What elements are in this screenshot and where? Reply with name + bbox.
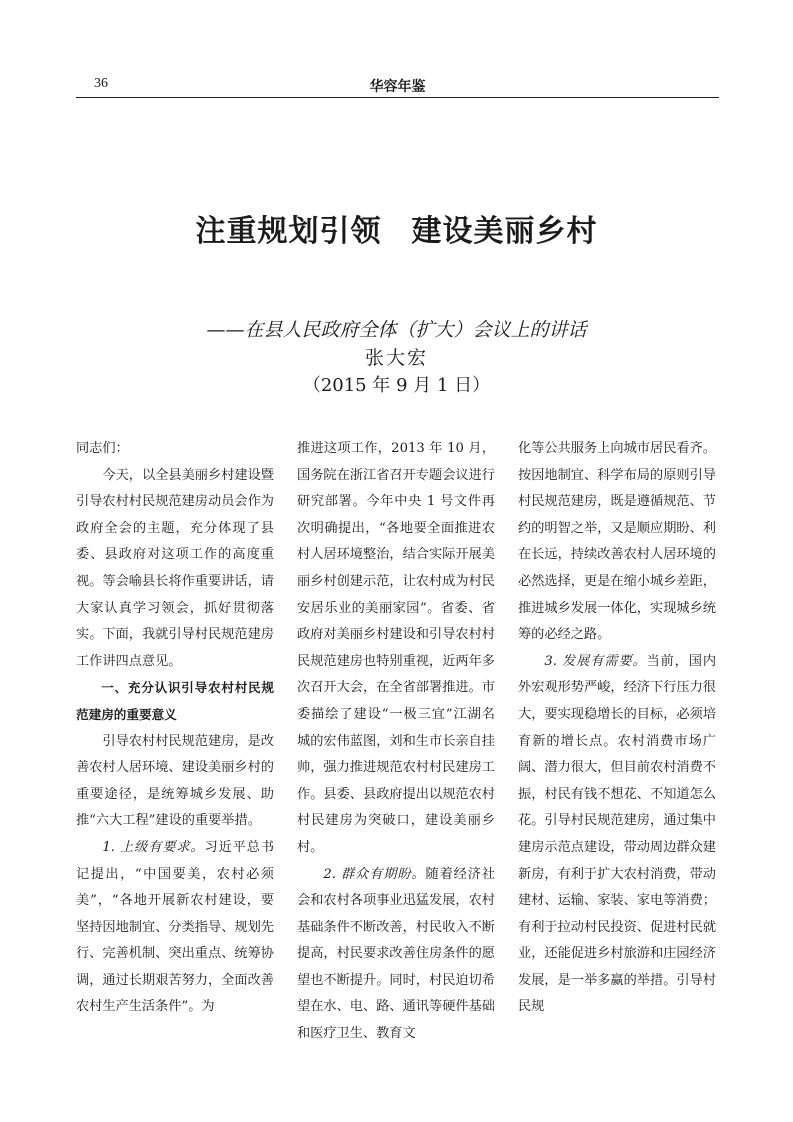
section-heading: 一、充分认识引导农村村民规范建房的重要意义: [76, 680, 274, 722]
column-3: [518, 436, 716, 1021]
paragraph: [76, 835, 274, 1021]
column-2: [297, 436, 495, 1048]
page-header: [76, 76, 719, 96]
paragraph: [518, 649, 716, 1021]
item-text: 当前，国内外宏观形势严峻，经济下行压力很大，要实现稳增长的目标，必须培育新的增长点。农村消费市场广阔、潜力很大，但目前农村消费不振，村民有钱不想花、不知道怎么花。引导村民规范建房，通过集中建房示范点建设，带动周边群众建新房，有利于扩大农村消费，带动建材、运输、家装、家电等消费；有利于拉动村民投资、促进村民就业，还能促进乡村旅游和庄园经济发展，是一举多赢的举措。引导村民规: [518, 653, 717, 1015]
title-part-2: 建设美丽乡村: [411, 214, 598, 249]
item-text: 随着经济社会和农村各项事业迅猛发展，农村基础条件不断改善，村民收入不断提高，村民要求改善住房条件的愿望也不断提升。同时，村民迫切希望在水、电、路、通讯等硬件基础和医疗卫生、教育文: [297, 866, 496, 1042]
item-text: 习近平总书记提出，“中国要美，农村必须美”，“各地开展新农村建设，要坚持因地制宜、分类指导、规划先行、完善机制、突出重点、统筹协调，通过长期艰苦努力，全面改善农村生产生活条件”。为: [76, 839, 275, 1015]
paragraph: 今天，以全县美丽乡村建设暨引导农村村民规范建房动员会作为政府全会的主题，充分体现了县委、县政府对这项工作的高度重视。等会喻县长将作重要讲话，请大家认真学习领会，抓好贯彻落实。下面，我就引导村民规范建房工作讲四点意见。: [76, 467, 274, 669]
title-part-1: 注重规划引领: [195, 214, 382, 249]
author-name: 张大宏: [364, 347, 428, 369]
speech-date: （2015 年 9 月 1 日）: [302, 375, 491, 396]
running-title: 华容年鉴: [369, 79, 426, 95]
article-title: [0, 206, 793, 250]
item-label: 3. 发展有需要。: [544, 653, 647, 669]
paragraph: 化等公共服务上向城市居民看齐。按因地制宜、科学布局的原则引导村民规范建房，既是遵循规范、节约的明智之举，又是顺应期盼、利在长远，持续改善农村人居环境的必然选择，更是在缩小城乡差距，推进城乡发展一体化，实现城乡统筹的必经之路。: [518, 441, 716, 643]
header-rule: [76, 97, 719, 98]
paragraph: 推进这项工作，2013 年 10 月，国务院在浙江省召开专题会议进行研究部署。今年中央 1 号文件再次明确提出，“各地要全面推进农村人居环境整治，结合实际开展美丽乡村创建示范，让农村成为村民安居乐业的美丽家园”。省委、省政府对美丽乡村建设和引导农村村民规范建房也特别重视，近两年多次召开大会，在全省部署推进。市委描绘了建设“一极三宜”江湖名城的宏伟蓝图，刘和生市长亲自挂帅，强力推进规范农村村民建房工作。县委、县政府提出以规范农村村民建房为突破口，建设美丽乡村。: [297, 441, 495, 855]
page-number: 36: [94, 76, 108, 91]
item-label: 2. 群众有期盼。: [323, 866, 426, 882]
paragraph: [297, 862, 495, 1048]
item-label: 1. 上级有要求。: [102, 839, 205, 855]
paragraph: 引导农村村民规范建房，是改善农村人居环境、建设美丽乡村的重要途径，是统筹城乡发展、助推“六大工程”建设的重要举措。: [76, 733, 274, 829]
article-subtitle: ——在县人民政府全体（扩大）会议上的讲话: [206, 319, 587, 341]
salutation: 同志们：: [76, 441, 129, 456]
column-1: [76, 436, 274, 1021]
